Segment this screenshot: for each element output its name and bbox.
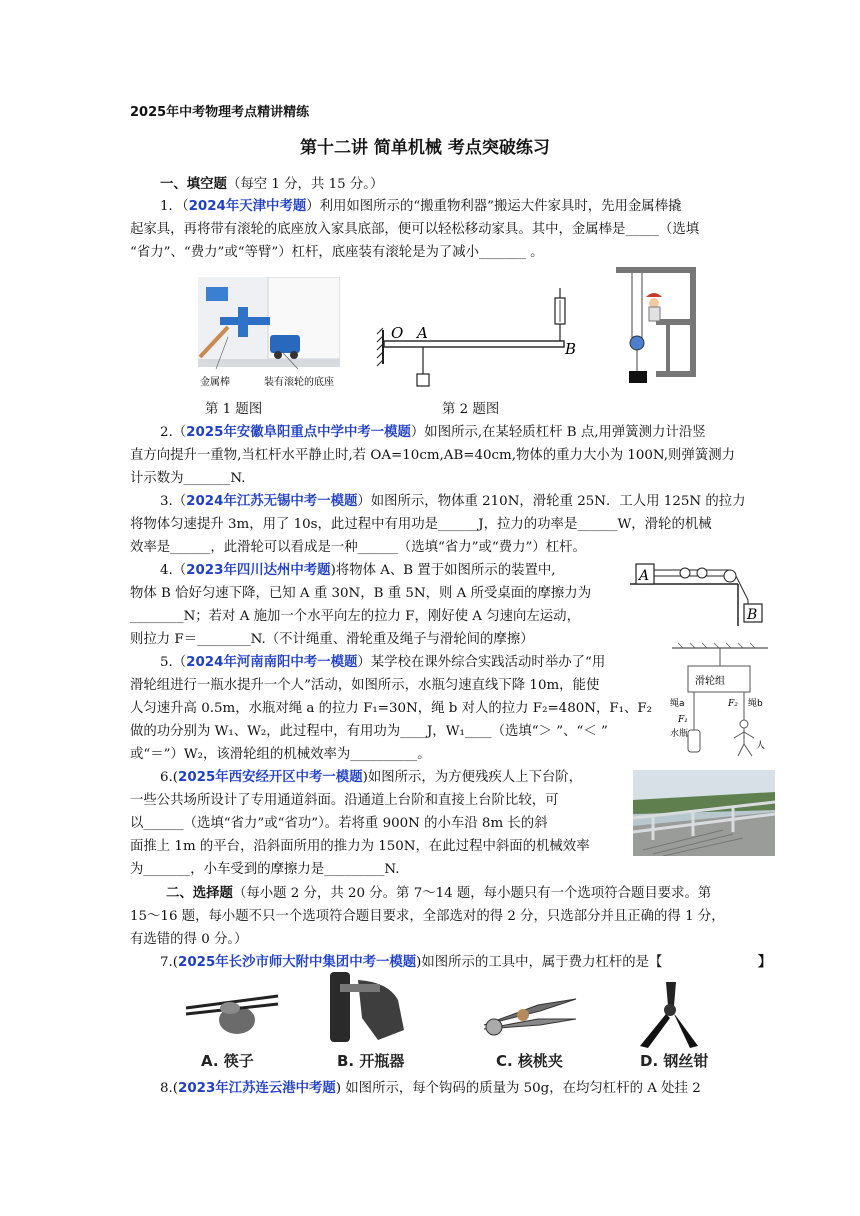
option-b-label: B. 开瓶器 — [337, 1052, 405, 1070]
fig1-caption: 第 1 题图 — [205, 402, 263, 417]
q7-text: )如图所示的工具中，属于费力杠杆的是【 — [416, 955, 663, 970]
q7-number: 7.( — [160, 955, 179, 970]
q6-source: 2025年西安经开区中考一模题 — [178, 770, 363, 785]
q8-text: ) 如图所示，每个钩码的质量为 50g，在均匀杠杆的 A 处挂 2 — [335, 1081, 701, 1096]
q5-line3: 人匀速升高 0.5m，水瓶对绳 a 的拉力 F₁=30N，绳 b 对人的拉力 F₂=480N，F₁、F₂ — [130, 701, 653, 716]
fig2-label-O: O — [391, 324, 404, 342]
option-d-pliers-image — [630, 980, 710, 1050]
q7-bracket-end: 】 — [758, 955, 772, 970]
q4-line3: ________N；若对 A 施加一个水平向左的拉力 F，刚好使 A 匀速向左运动， — [130, 609, 580, 624]
q3-line2: 将物体匀速提升 3m，用了 10s，此过程中有用功是______J，拉力的功率是______W，滑轮的机械 — [130, 517, 712, 532]
section2-heading — [166, 882, 711, 905]
fig5-label-box: 滑轮组 — [695, 676, 725, 687]
fig2-label-A: A — [417, 324, 428, 342]
q6-text: )如图所示，为方便残疾人上下台阶， — [362, 770, 583, 785]
page-title: 第十二讲 简单机械 考点突破练习 — [300, 138, 550, 158]
q8-number: 8.( — [160, 1081, 179, 1096]
q1-line2: 起家具，再将带有滚轮的底座放入家具底部，便可以轻松移动家具。其中，金属棒是_____（选填 — [130, 222, 700, 237]
option-c-nutcracker-image — [478, 985, 578, 1043]
q8-line1 — [160, 1077, 701, 1100]
option-a-chopsticks-image — [182, 978, 282, 1046]
option-b-bottle-opener-image — [318, 970, 413, 1048]
q6-line1 — [160, 766, 582, 789]
figure-3-pulley — [616, 267, 701, 393]
section2-note-line1: （每小题 2 分，共 20 分。第 7～14 题，每小题只有一个选项符合题目要求。第 — [232, 886, 712, 901]
q4-line2: 物体 B 恰好匀速下降，已知 A 重 30N，B 重 5N，则 A 所受桌面的摩擦力为 — [130, 586, 592, 601]
option-a-label: A. 筷子 — [201, 1052, 254, 1070]
option-c-label: C. 核桃夹 — [496, 1052, 563, 1070]
q2-number: 2.（ — [160, 425, 187, 440]
q2-line1 — [160, 421, 706, 444]
q5-line1 — [160, 651, 605, 674]
fig5-label-f1: F₁ — [678, 715, 688, 725]
q2-text: ）如图所示,在某轻质杠杆 B 点,用弹簧测力计沿竖 — [410, 425, 706, 440]
q6-line2: 一些公共场所设计了专用通道斜面。沿通道上台阶和直接上台阶比较，可 — [130, 793, 559, 808]
option-d-label: D. 钢丝钳 — [640, 1052, 709, 1070]
section2-note-line3: 有选错的得 0 分。） — [130, 932, 248, 947]
q3-line3: 效率是______，此滑轮可以看成是一种______（选填“省力”或“费力”）杠杆。 — [130, 540, 586, 555]
figure-2-lever — [375, 288, 590, 392]
q2-line3: 计示数为_______N. — [130, 471, 246, 486]
fig4-label-A: A — [639, 568, 650, 584]
q1-text: ）利用如图所示的“搬重物利器”搬运大件家具时，先用金属棒撬 — [306, 199, 682, 214]
figure-1-photo — [198, 277, 340, 393]
q6-number: 6.( — [160, 770, 179, 785]
q5-text: ）某学校在课外综合实践活动时举办了“用 — [357, 655, 606, 670]
fig5-label-rope-b: 绳b — [748, 699, 763, 709]
q1-line1 — [160, 195, 681, 218]
section2-note-line2: 15～16 题，每小题不只一个选项符合题目要求，全部选对的得 2 分，只选部分并且正确的得 1 分， — [130, 909, 725, 924]
q5-number: 5.（ — [160, 655, 187, 670]
fig5-label-f2: F₂ — [728, 699, 738, 709]
q4-line1 — [160, 559, 556, 582]
q5-line2: 滑轮组进行一瓶水提升一个人”活动，如图所示，水瓶匀速直线下降 10m，能使 — [130, 678, 600, 693]
q4-source: 2023年四川达州中考题 — [186, 563, 331, 578]
q6-line5: 为_______，小车受到的摩擦力是_________N. — [130, 862, 400, 877]
doc-header: 2025年中考物理考点精讲精练 — [130, 105, 310, 120]
q4-text: )将物体 A、B 置于如图所示的装置中, — [330, 563, 556, 578]
q7-source: 2025年长沙市师大附中集团中考一模题 — [178, 955, 417, 970]
q4-line4: 则拉力 F＝________N.（不计绳重、滑轮重及绳子与滑轮间的摩擦） — [130, 632, 534, 647]
q3-text: ）如图所示，物体重 210N，滑轮重 25N．工人用 125N 的拉力 — [357, 494, 746, 509]
q2-line2: 直方向提升一重物,当杠杆水平静止时,若 OA=10cm,AB=40cm,物体的重力大小为 100N,则弹簧测力 — [130, 448, 736, 463]
q6-line4: 面推上 1m 的平台，沿斜面所用的推力为 150N，在此过程中斜面的机械效率 — [130, 839, 590, 854]
q3-number: 3.（ — [160, 494, 187, 509]
q1-line3: “省力”、“费力”或“等臂”）杠杆，底座装有滚轮是为了减小_______ 。 — [130, 245, 544, 260]
fig5-label-person: 人 — [756, 741, 766, 751]
q3-source: 2024年江苏无锡中考一模题 — [186, 494, 358, 509]
q6-line3: 以______（选填“省力”或“省功”）。若将重 900N 的小车沿 8m 长的斜 — [130, 816, 548, 831]
q5-source: 2024年河南南阳中考一模题 — [186, 655, 358, 670]
fig1-label-base: 装有滚轮的底座 — [264, 377, 334, 388]
q5-line5: 或“＝”）W₂，该滑轮组的机械效率为__________。 — [130, 747, 431, 762]
section2-label: 二、选择题 — [166, 886, 233, 901]
q8-source: 2023年江苏连云港中考题 — [178, 1081, 336, 1096]
fig2-label-B: B — [565, 340, 577, 358]
figure-4-pulley-table — [630, 556, 770, 626]
section1-note: （每空 1 分，共 15 分。） — [226, 177, 384, 192]
section1-heading — [160, 173, 383, 196]
fig5-label-rope-a: 绳a — [670, 699, 685, 709]
section1-label: 一、填空题 — [160, 177, 227, 192]
fig4-label-B: B — [747, 607, 758, 623]
q5-line4: 做的功分别为 W₁、W₂，此过程中，有用功为____J，W₁____（选填“＞ ”、“＜ ” — [130, 724, 608, 739]
fig1-label-rod: 金属棒 — [200, 377, 230, 388]
q1-number: 1．（ — [160, 199, 189, 214]
q1-source: 2024年天津中考题 — [188, 199, 307, 214]
q4-number: 4.（ — [160, 563, 187, 578]
figure-5-pulley-group — [668, 640, 772, 764]
q2-source: 2025年安徽阜阳重点中学中考一模题 — [186, 425, 411, 440]
fig5-label-bottle: 水瓶 — [670, 729, 689, 739]
fig2-caption: 第 2 题图 — [442, 402, 500, 417]
q3-line1 — [160, 490, 746, 513]
figure-6-ramp-photo — [633, 770, 775, 856]
